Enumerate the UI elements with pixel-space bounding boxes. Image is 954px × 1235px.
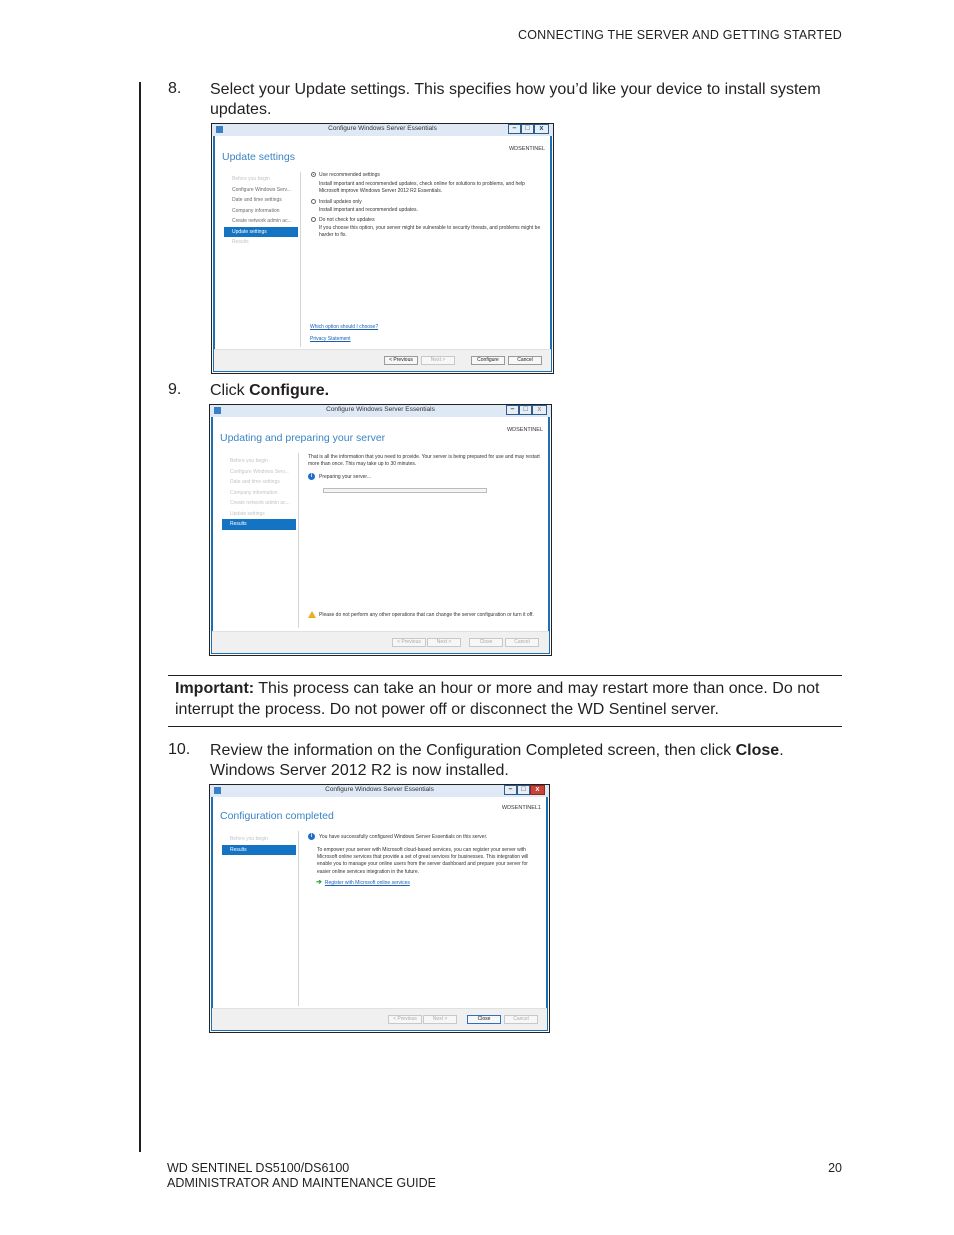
title-bar (210, 405, 551, 417)
nav-item: Date and time settings (230, 479, 280, 485)
maximize-icon[interactable]: □ (519, 405, 532, 415)
minimize-icon[interactable]: – (504, 785, 517, 795)
dialog-heading: Updating and preparing your server (220, 432, 386, 444)
step-8-number: 8. (168, 80, 182, 97)
close-button[interactable]: Close (467, 1015, 501, 1024)
warning-line: Please do not perform any other operations that can change the server configuration or turn it off. (308, 611, 542, 619)
next-button[interactable]: Next > (427, 638, 461, 647)
nav-item-selected: Update settings (224, 227, 298, 238)
cancel-button[interactable]: Cancel (504, 1015, 538, 1024)
nav-item: Before you begin (230, 836, 268, 842)
which-option-link[interactable]: Which option should I choose? (310, 324, 379, 330)
nav-item: Create network admin ac... (230, 500, 290, 506)
previous-button[interactable]: < Previous (384, 356, 418, 365)
close-icon[interactable]: x (530, 785, 545, 795)
next-button[interactable]: Next > (423, 1015, 457, 1024)
step-9-number: 9. (168, 381, 182, 398)
close-button[interactable]: Close (469, 638, 503, 647)
intro-text: That is all the information that you need to provide. Your server is being prepared for use and may restart more than once. This may take up to 30 minutes. (308, 454, 540, 468)
previous-button[interactable]: < Previous (388, 1015, 422, 1024)
success-line: i You have successfully configured Windows Server Essentials on this server. (308, 833, 542, 841)
register-line (308, 879, 542, 887)
running-header: CONNECTING THE SERVER AND GETTING STARTED (518, 28, 842, 42)
button-bar (212, 631, 549, 653)
server-name: WDSENTINEL (506, 427, 543, 433)
radio-icon (311, 199, 316, 204)
cancel-button[interactable]: Cancel (508, 356, 542, 365)
dialog-heading: Configuration completed (220, 810, 334, 822)
window-title: Configure Windows Server Essentials (328, 125, 437, 132)
option-recommended[interactable]: Use recommended settings (311, 172, 543, 179)
configure-button[interactable]: Configure (471, 356, 505, 365)
option-recommended-description: Install important and recommended updates, check online for solutions to problems, and help Microsoft improve Windows Server 2012 R2 Essentials. (319, 181, 525, 195)
server-name: WDSENTINEL (508, 146, 545, 152)
warning-icon (308, 611, 316, 618)
privacy-statement-link[interactable]: Privacy Statement (310, 336, 351, 342)
close-icon[interactable]: x (534, 124, 549, 134)
maximize-icon[interactable]: □ (517, 785, 530, 795)
window-title: Configure Windows Server Essentials (325, 786, 434, 793)
option-no-updates-description: If you choose this option, your server might be vulnerable to security threats, and problems might be harder to fix. (319, 225, 541, 239)
server-name: WDSENTINEL1 (501, 805, 541, 811)
info-icon: i (308, 473, 315, 480)
configuration-completed-dialog (209, 784, 550, 1033)
body-text: To empower your server with Microsoft cloud-based services, you can register your server with Microsoft online services that provide a set of great services for businesses. This integration will enable you to manage your online users from the server dashboard and prepare your server for easier online services integration in the future. (317, 847, 529, 875)
step-10-text: Review the information on the Configuration Completed screen, then click Close. Windows Server 2012 R2 is now installed. (210, 742, 784, 779)
step-10-number: 10. (168, 741, 191, 758)
maximize-icon[interactable]: □ (521, 124, 534, 134)
footer-product (167, 1161, 436, 1191)
window-title: Configure Windows Server Essentials (326, 406, 435, 413)
next-button[interactable]: Next > (421, 356, 455, 365)
updating-server-dialog (209, 404, 552, 656)
radio-selected-icon (311, 172, 316, 177)
completion-panel (308, 833, 542, 887)
previous-button[interactable]: < Previous (392, 638, 426, 647)
cancel-button[interactable]: Cancel (505, 638, 539, 647)
option-no-updates[interactable]: Do not check for updates (311, 217, 543, 224)
wizard-nav (222, 456, 296, 530)
button-bar (212, 1008, 547, 1030)
options-panel (311, 172, 543, 240)
nav-item-selected: Results (222, 519, 296, 530)
register-link[interactable]: Register with Microsoft online services (324, 879, 410, 886)
nav-item: Update settings (230, 510, 265, 517)
nav-item: Create network admin ac... (232, 218, 292, 224)
radio-icon (311, 217, 316, 222)
important-label: Important: (175, 680, 255, 697)
minimize-icon[interactable]: – (508, 124, 521, 134)
button-bar (214, 349, 551, 371)
important-text: This process can take an hour or more and may restart more than once. Do not interrupt the process. Do not power off or disconnect the WD Sentinel server. (175, 680, 820, 718)
note-rule-top (168, 675, 842, 676)
footer-line-2: ADMINISTRATOR AND MAINTENANCE GUIDE (167, 1176, 437, 1190)
step-8-text: Select your Update settings. This specifies how you’d like your device to install system updates. (210, 81, 821, 118)
margin-rule (139, 82, 141, 1152)
status-line: i Preparing your server... (308, 473, 542, 481)
nav-item-selected: Results (222, 845, 296, 856)
important-note (175, 678, 839, 720)
progress-bar (323, 488, 487, 493)
step-9-text: Click Configure. (210, 382, 330, 399)
nav-item: Before you begin (230, 458, 268, 464)
nav-item: Company information (230, 489, 278, 496)
nav-item: Configure Windows Serv... (232, 186, 291, 193)
info-icon: i (308, 833, 315, 840)
nav-item: Configure Windows Serv... (230, 468, 289, 475)
nav-item: Before you begin (232, 176, 270, 182)
minimize-icon[interactable]: – (506, 405, 519, 415)
option-updates-only-description: Install important and recommended updates. (319, 206, 418, 213)
page-number: 20 (828, 1161, 842, 1175)
footer-line-1: WD SENTINEL DS5100/DS6100 (167, 1161, 350, 1175)
option-updates-only[interactable]: Install updates only (311, 199, 543, 206)
arrow-right-icon: ➔ (316, 878, 322, 886)
wizard-nav (222, 834, 296, 855)
nav-item: Date and time settings (232, 197, 282, 203)
note-rule-bottom (168, 726, 842, 727)
progress-panel (308, 454, 542, 481)
wizard-nav (224, 174, 298, 248)
nav-item: Company information (232, 207, 280, 214)
dialog-heading: Update settings (222, 151, 295, 163)
update-settings-dialog (211, 123, 554, 374)
nav-item: Results (232, 239, 249, 245)
title-bar (212, 124, 553, 136)
title-bar (210, 785, 549, 797)
close-icon[interactable]: x (532, 405, 547, 415)
